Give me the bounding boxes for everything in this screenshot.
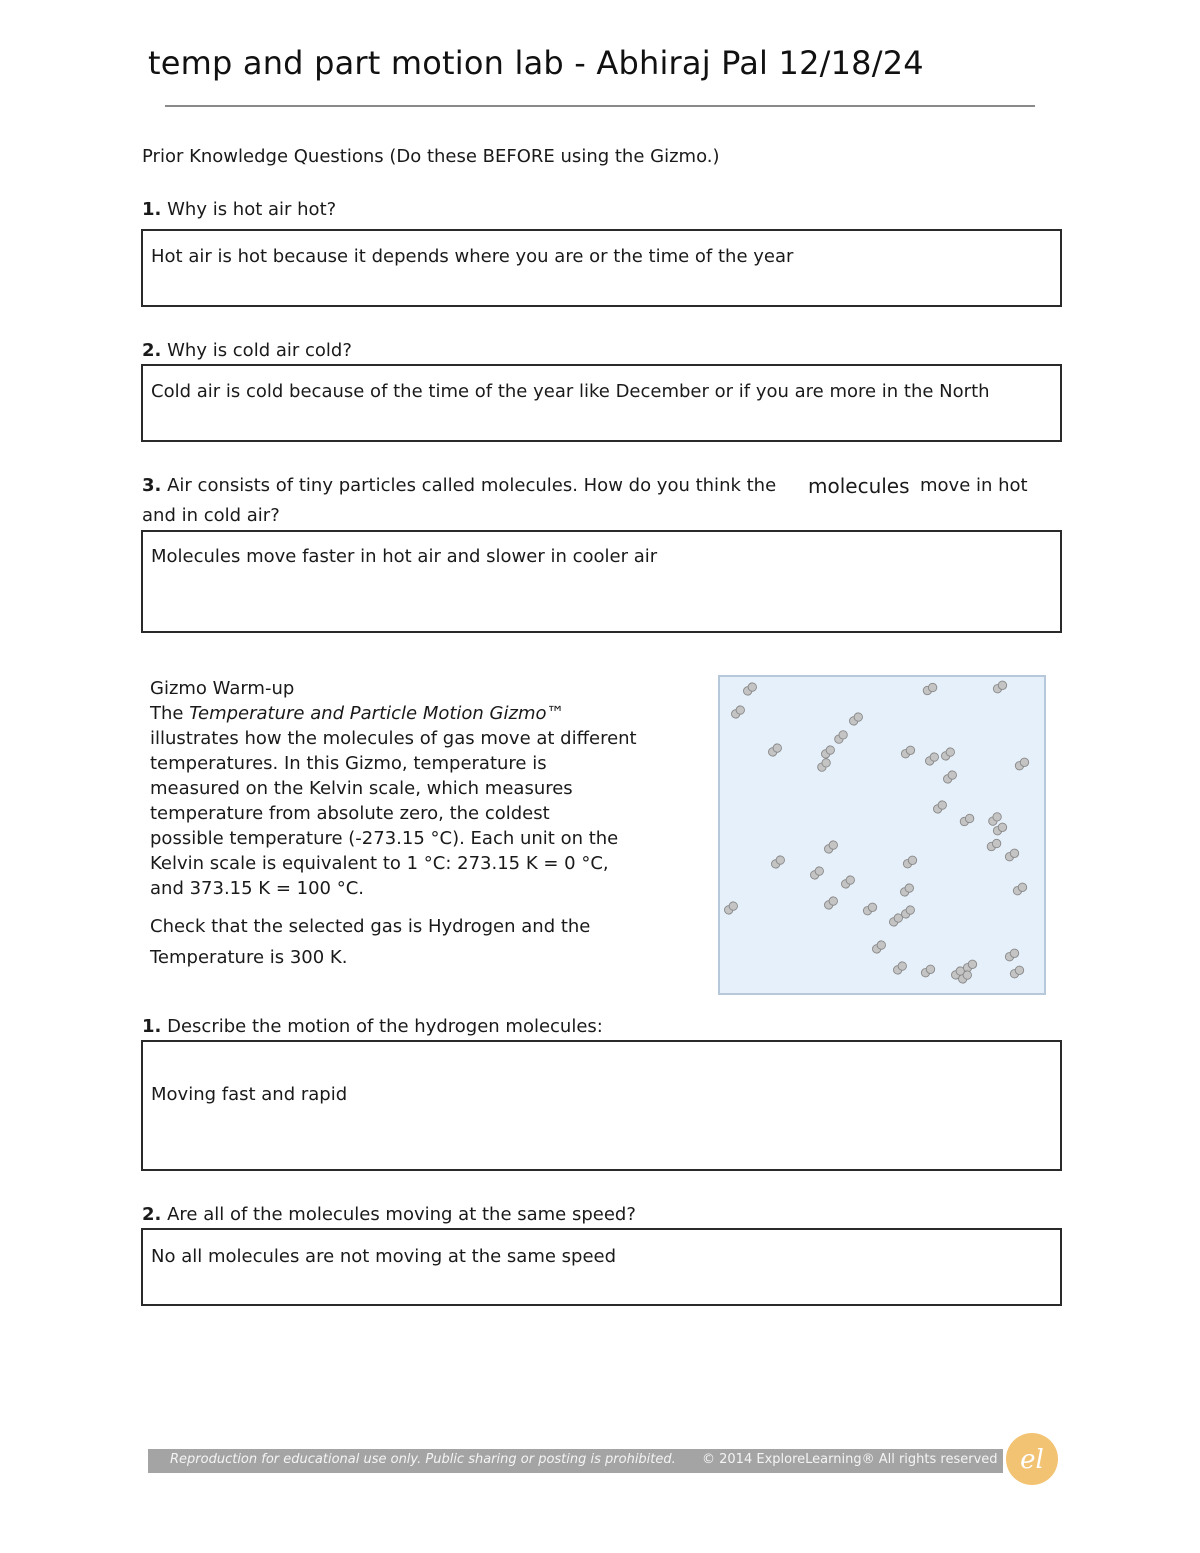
hydrogen-molecule (992, 679, 1009, 694)
question-3-line-2: and in cold air? (142, 505, 280, 526)
answer-text: No all molecules are not moving at the same speed (151, 1246, 617, 1267)
question-text: Describe the motion of the hydrogen molecules: (167, 1016, 603, 1037)
hydrogen-molecule (902, 854, 919, 869)
question-3-text-end: move in hot (920, 475, 1028, 496)
hydrogen-molecule (940, 746, 956, 762)
hydrogen-molecule (816, 757, 832, 773)
hydrogen-molecule (922, 682, 939, 696)
warmup-line: Kelvin scale is equivalent to 1 °C: 273.15 K = 0 °C, (150, 853, 609, 874)
hydrogen-molecule (959, 813, 976, 827)
copyright-footer (148, 1449, 1003, 1473)
hydrogen-molecule (1009, 964, 1026, 979)
hydrogen-molecule (899, 882, 915, 898)
hydrogen-molecule (900, 744, 917, 759)
hydrogen-molecule (920, 963, 937, 978)
hydrogen-molecule (809, 865, 825, 881)
hydrogen-molecule (1004, 847, 1021, 862)
hydrogen-molecule (986, 838, 1003, 852)
answer-box-3[interactable] (141, 530, 1062, 633)
hydrogen-molecule (820, 744, 836, 760)
molecule-field (720, 677, 1044, 993)
answer-text: Cold air is cold because of the time of the year like December or if you are more in the North (151, 381, 990, 402)
footer-copyright: © 2014 ExploreLearning® All rights reserved (702, 1452, 998, 1467)
warmup-line: and 373.15 K = 100 °C. (150, 878, 364, 899)
warmup-heading: Gizmo Warm-up (150, 678, 295, 699)
document-title: temp and part motion lab - Abhiraj Pal 12/18/24 (148, 44, 924, 82)
answer-text: Molecules move faster in hot air and slower in cooler air (151, 546, 658, 567)
warmup-line: measured on the Kelvin scale, which measures (150, 778, 573, 799)
question-number: 2. (142, 1204, 162, 1225)
warmup-intro-the: The (150, 703, 184, 724)
question-3-highlight-word: molecules (808, 474, 910, 498)
question-text: Why is cold air cold? (167, 340, 352, 361)
footer-reproduction-notice: Reproduction for educational use only. Public sharing or posting is prohibited. (170, 1452, 676, 1467)
answer-box-2[interactable] (141, 364, 1062, 442)
hydrogen-molecule (1014, 756, 1031, 771)
answer-text: Moving fast and rapid (151, 1084, 348, 1105)
hydrogen-molecule (840, 874, 856, 890)
question-number: 2. (142, 340, 162, 361)
hydrogen-molecule (742, 681, 758, 697)
hydrogen-molecule (723, 900, 739, 916)
warmup-line: possible temperature (-273.15 °C). Each unit on the (150, 828, 619, 849)
answer-text: Hot air is hot because it depends where you are or the time of the year (151, 246, 794, 267)
gizmo-particle-panel (718, 675, 1046, 995)
question-2 (142, 338, 352, 363)
warmup-answer-box-1[interactable] (141, 1040, 1062, 1171)
trademark: ™ (546, 703, 565, 724)
question-3-line-1 (142, 473, 776, 498)
question-text: Air consists of tiny particles called molecules. How do you think the (167, 475, 777, 496)
warmup-line: temperatures. In this Gizmo, temperature is (150, 753, 547, 774)
warmup-check-line-2: Temperature is 300 K. (150, 947, 348, 968)
hydrogen-molecule (871, 939, 887, 955)
gizmo-name: Temperature and Particle Motion Gizmo (189, 703, 547, 724)
warmup-question-2 (142, 1202, 636, 1227)
hydrogen-molecule (1012, 881, 1029, 896)
answer-box-1[interactable] (141, 229, 1062, 307)
prior-knowledge-heading: Prior Knowledge Questions (Do these BEFORE using the Gizmo.) (142, 146, 720, 167)
question-text: Why is hot air hot? (167, 199, 337, 220)
hydrogen-molecule (942, 769, 958, 785)
hydrogen-molecule (932, 799, 948, 815)
question-number: 1. (142, 1016, 162, 1037)
hydrogen-molecule (823, 895, 839, 911)
hydrogen-molecule (770, 854, 786, 870)
warmup-line: temperature from absolute zero, the coldest (150, 803, 550, 824)
question-number: 1. (142, 199, 162, 220)
svg-text:el: el (1020, 1445, 1044, 1475)
question-text: Are all of the molecules moving at the same speed? (167, 1204, 636, 1225)
question-number: 3. (142, 475, 162, 496)
warmup-question-1 (142, 1014, 603, 1039)
question-1 (142, 197, 336, 222)
hydrogen-molecule (924, 751, 940, 767)
hydrogen-molecule (767, 742, 783, 758)
title-divider (165, 105, 1035, 107)
hydrogen-molecule (862, 901, 879, 916)
explorelearning-logo (1002, 1430, 1062, 1488)
hydrogen-molecule (823, 839, 839, 855)
hydrogen-molecule (833, 729, 849, 745)
hydrogen-molecule (730, 704, 746, 720)
hydrogen-molecule (1004, 947, 1021, 962)
warmup-check-line-1: Check that the selected gas is Hydrogen and the (150, 916, 591, 937)
hydrogen-molecule (892, 960, 908, 976)
hydrogen-molecule (848, 711, 864, 727)
warmup-intro (150, 701, 670, 726)
warmup-line: illustrates how the molecules of gas move at different (150, 728, 637, 749)
warmup-section (150, 676, 670, 970)
warmup-answer-box-2[interactable] (141, 1228, 1062, 1306)
